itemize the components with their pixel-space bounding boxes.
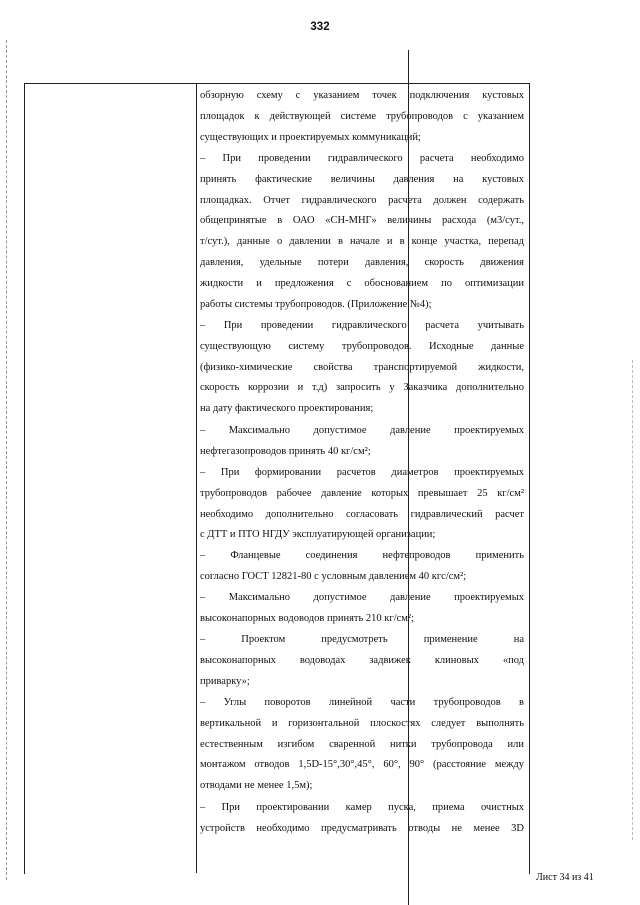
- page-number: 332: [310, 21, 330, 33]
- paragraph-scheme: [200, 86, 524, 148]
- paragraph-flange-connections: [200, 546, 524, 588]
- text-line: площадок к действующей системе трубопроводов с указанием: [200, 110, 524, 122]
- text-line: монтажом отводов 1,5D-15°,30°,45°, 60°, 90° (расстояние между: [200, 759, 524, 771]
- text-line: принять фактические величины давления на кустовых: [200, 173, 524, 185]
- text-line: – Проектом предусмотреть применение на: [200, 634, 524, 645]
- text-line: необходимо дополнительно согласовать гидравлический расчет: [200, 508, 524, 520]
- text-line: нефтегазопроводов принять 40 кг/см²;: [200, 445, 371, 457]
- text-line: вертикальной и горизонтальной плоскостях следует выполнять: [200, 717, 524, 729]
- paragraph-launch-chambers: [200, 798, 524, 840]
- scan-left-edge: [6, 40, 8, 880]
- text-line: высоконапорных водоводах задвижек клиновых «под: [200, 654, 524, 666]
- text-line: – При проведении гидравлического расчета необходимо: [200, 153, 524, 164]
- text-line: существующую систему трубопроводов. Исходные данные: [200, 340, 524, 352]
- paragraph-diameter-calc: [200, 463, 524, 546]
- text-line: давления, удельные потери давления, скорость движения: [200, 256, 524, 268]
- text-line: – При формировании расчетов диаметров проектируемых: [200, 467, 524, 478]
- text-line: с ДТТ и ПТО НГДУ эксплуатирующей организации;: [200, 529, 436, 541]
- paragraph-existing-system: [200, 316, 524, 420]
- text-line: высоконапорных водоводов принять 210 кг/см²;: [200, 612, 414, 624]
- text-line: существующих и проектируемых коммуникаций;: [200, 131, 421, 143]
- text-line: – Максимально допустимое давление проектируемых: [200, 425, 524, 436]
- text-line: (физико-химические свойства транспортируемой жидкости,: [200, 361, 524, 373]
- text-line: общепринятые в ОАО «СН-МНГ» величины расхода (м3/сут.,: [200, 215, 524, 227]
- scan-artifact-line: [408, 50, 409, 905]
- text-line: на дату фактического проектирования;: [200, 403, 374, 415]
- text-line: – Фланцевые соединения нефтепроводов применить: [200, 550, 524, 561]
- text-line: площадках. Отчет гидравлического расчета должен содержать: [200, 194, 524, 206]
- scan-right-edge: [632, 360, 634, 840]
- text-line: жидкости и предложения с обоснованием по оптимизации: [200, 277, 524, 289]
- text-line: – При проектировании камер пуска, приема очистных: [200, 802, 524, 813]
- text-line: приварку»;: [200, 675, 250, 687]
- text-line: – Максимально допустимое давление проектируемых: [200, 592, 524, 603]
- paragraph-gate-valves: [200, 630, 524, 692]
- text-line: т/сут.), данные о давлении в начале и в конце участка, перепад: [200, 236, 524, 248]
- text-line: – При проведении гидравлического расчета учитывать: [200, 320, 524, 331]
- text-line: согласно ГОСТ 12821-80 с условным давлением 40 кгс/см²;: [200, 570, 467, 582]
- text-line: скорость коррозии и т.д) запросить у Заказчика дополнительно: [200, 382, 524, 394]
- paragraph-pipe-bends: [200, 693, 524, 797]
- text-line: трубопроводов рабочее давление которых превышает 25 кг/см²: [200, 487, 524, 499]
- text-line: – Углы поворотов линейной части трубопроводов в: [200, 697, 524, 708]
- sheet-label: Лист 34 из 41: [536, 872, 594, 883]
- table-column-divider: [196, 83, 197, 873]
- text-line: работы системы трубопроводов. (Приложение №4);: [200, 298, 432, 310]
- text-line: обзорную схему с указанием точек подключения кустовых: [200, 90, 524, 101]
- paragraph-max-pressure-oil: [200, 421, 524, 463]
- text-line: отводами не менее 1,5м);: [200, 780, 313, 792]
- text-line: естественным изгибом сваренной нитки трубопровода или: [200, 738, 524, 750]
- text-line: устройств необходимо предусматривать отводы не менее 3D: [200, 822, 524, 834]
- paragraph-max-pressure-water: [200, 588, 524, 630]
- paragraph-hydraulic-calc: [200, 149, 524, 315]
